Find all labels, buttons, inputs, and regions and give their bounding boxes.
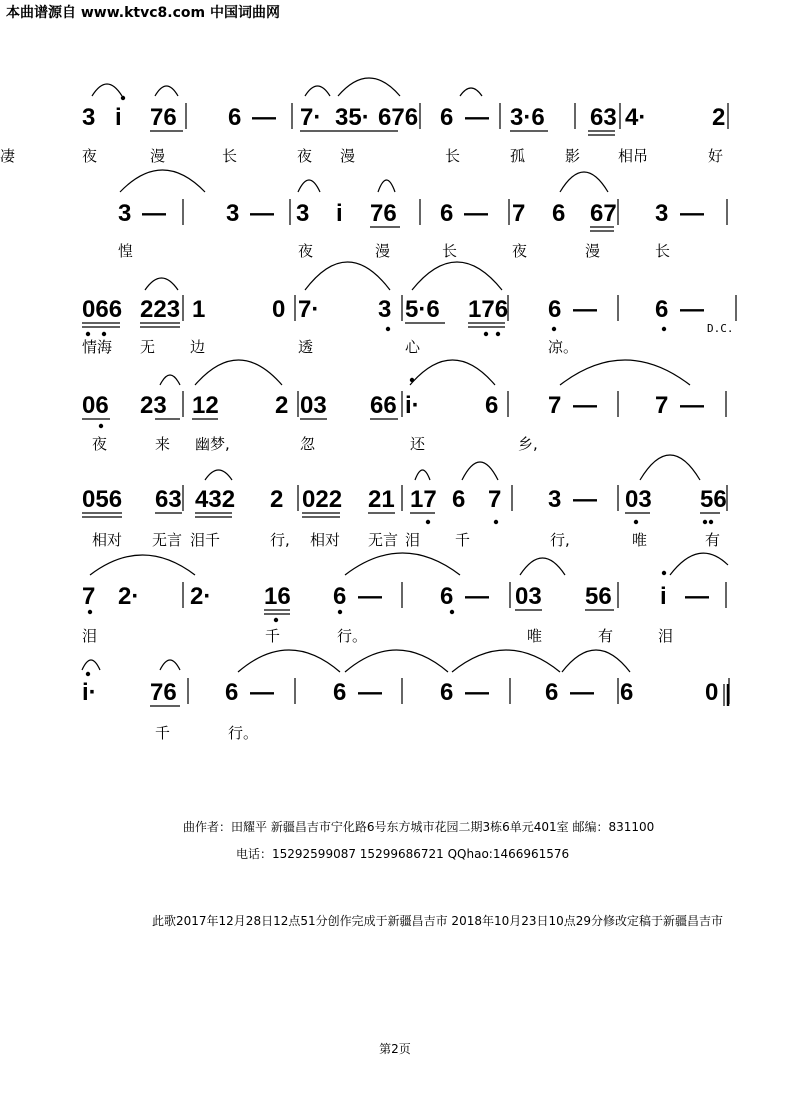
note-0-11: 63 xyxy=(590,104,617,131)
lyric-5-5: 泪 xyxy=(658,627,674,645)
octave-dot-17 xyxy=(338,610,342,614)
slur-7 xyxy=(378,180,395,192)
note-1-2: 3 xyxy=(226,200,240,227)
note-4-9: 3 xyxy=(548,486,562,513)
lyric-3-5: 乡, xyxy=(518,435,538,453)
slur-21 xyxy=(345,553,460,575)
slur-23 xyxy=(670,553,728,575)
note-3-9: — xyxy=(573,392,597,419)
note-3-11: — xyxy=(680,392,704,419)
lyric-4-0: 相对 xyxy=(92,531,123,549)
note-5-9: 56 xyxy=(585,583,612,610)
lyric-4-1: 无言 xyxy=(152,531,183,549)
note-5-10: i xyxy=(660,583,667,610)
note-2-5: 3 xyxy=(378,296,392,323)
slur-15 xyxy=(560,360,690,385)
slur-0 xyxy=(92,84,122,96)
slur-4 xyxy=(460,88,482,96)
note-1-10: 6 xyxy=(552,200,566,227)
lyric-0-9: 好 xyxy=(708,147,724,165)
slur-2 xyxy=(305,86,330,96)
octave-dot-8 xyxy=(99,424,103,428)
lyric-1-1: 夜 xyxy=(298,242,314,260)
note-3-3: 2 xyxy=(275,392,289,419)
note-1-5: i xyxy=(336,200,343,227)
note-1-6: 76 xyxy=(370,200,397,227)
note-4-11: 03 xyxy=(625,486,652,513)
lyric-4-3: 行, xyxy=(270,531,290,549)
note-5-1: 2· xyxy=(118,583,140,610)
lyric-3-0: 夜 xyxy=(92,435,108,453)
lyric-5-0: 泪 xyxy=(82,627,98,645)
note-1-3: — xyxy=(250,200,274,227)
slur-3 xyxy=(338,78,400,96)
note-3-4: 03 xyxy=(300,392,327,419)
slur-16 xyxy=(205,470,232,480)
lyrics-row-5 xyxy=(0,625,790,647)
octave-dot-11 xyxy=(494,520,498,524)
note-1-8: — xyxy=(464,200,488,227)
lyric-3-3: 忽 xyxy=(300,435,316,453)
slur-14 xyxy=(410,360,495,385)
note-6-7: — xyxy=(465,679,489,706)
note-6-4: 6 xyxy=(333,679,347,706)
lyric-1-0: 惶 xyxy=(118,242,134,260)
slur-12 xyxy=(160,375,180,385)
lyrics-row-1 xyxy=(0,240,790,262)
note-0-6: 35· xyxy=(335,104,370,131)
note-5-5: — xyxy=(358,583,382,610)
lyric-0-8: 相吊 xyxy=(618,147,649,165)
slur-1 xyxy=(155,86,178,96)
lyric-6-0: 千 xyxy=(155,724,171,742)
octave-dot-10 xyxy=(426,520,430,524)
note-6-11: 0 xyxy=(705,679,719,706)
octave-dot-12 xyxy=(634,520,638,524)
lyric-4-6: 泪 xyxy=(405,531,421,549)
lyric-4-2: 泪千 xyxy=(190,531,221,549)
note-6-5: — xyxy=(358,679,382,706)
lyric-1-6: 长 xyxy=(655,242,671,260)
slur-8 xyxy=(560,172,608,192)
slur-26 xyxy=(238,650,340,672)
note-1-13: — xyxy=(680,200,704,227)
note-0-12: 4· xyxy=(625,104,647,131)
lyric-0-6: 孤 xyxy=(510,147,526,165)
note-4-2: 432 xyxy=(195,486,236,513)
lyric-6-1: 行。 xyxy=(228,724,259,742)
note-0-1: i xyxy=(115,104,122,131)
lyric-2-2: 边 xyxy=(190,338,206,356)
note-6-0: i· xyxy=(82,679,97,706)
note-1-4: 3 xyxy=(296,200,310,227)
slur-18 xyxy=(462,462,498,480)
note-1-9: 7 xyxy=(512,200,526,227)
lyric-0-10: 凄 xyxy=(0,147,16,165)
note-1-0: 3 xyxy=(118,200,132,227)
note-2-11: — xyxy=(680,296,704,323)
note-5-7: — xyxy=(465,583,489,610)
lyric-3-1: 来 xyxy=(155,435,171,453)
lyric-1-5: 漫 xyxy=(585,242,601,260)
lyric-0-2: 长 xyxy=(222,147,238,165)
note-5-0: 7 xyxy=(82,583,96,610)
lyric-2-0: 情海 xyxy=(82,338,113,356)
lyrics-row-2 xyxy=(0,336,790,358)
note-2-10: 6 xyxy=(655,296,669,323)
octave-dot-7 xyxy=(662,327,666,331)
octave-dot-6 xyxy=(552,327,556,331)
note-4-1: 63 xyxy=(155,486,182,513)
octave-dot-14 xyxy=(709,520,713,524)
slur-11 xyxy=(412,262,502,290)
octave-dot-0 xyxy=(121,96,125,100)
slur-27 xyxy=(345,650,448,672)
note-0-10: 3·6 xyxy=(510,104,545,131)
lyric-4-7: 千 xyxy=(455,531,471,549)
note-2-0: 066 xyxy=(82,296,123,323)
lyric-5-2: 行。 xyxy=(337,627,368,645)
note-0-5: 7· xyxy=(300,104,322,131)
octave-dot-19 xyxy=(662,571,666,575)
slur-25 xyxy=(160,660,180,670)
footer-phone: 电话：15292599087 15299686721 QQhao:1466961576 xyxy=(236,847,570,861)
dc-mark: D.C. xyxy=(707,322,734,335)
octave-dot-13 xyxy=(703,520,707,524)
note-0-0: 3 xyxy=(82,104,96,131)
note-4-12: 56 xyxy=(700,486,727,513)
note-0-9: — xyxy=(465,104,489,131)
lyrics-row-3 xyxy=(0,433,790,455)
slur-10 xyxy=(305,262,390,290)
lyric-2-3: 透 xyxy=(298,338,314,356)
note-6-8: 6 xyxy=(545,679,559,706)
note-4-5: 21 xyxy=(368,486,395,513)
note-3-6: i· xyxy=(405,392,420,419)
slur-22 xyxy=(520,558,565,575)
note-0-13: 2 xyxy=(712,104,726,131)
lyric-4-8: 行, xyxy=(550,531,570,549)
note-1-1: — xyxy=(142,200,166,227)
slur-19 xyxy=(640,455,700,480)
note-2-9: — xyxy=(573,296,597,323)
note-3-7: 6 xyxy=(485,392,499,419)
note-4-8: 7 xyxy=(488,486,502,513)
lyric-0-3: 夜 xyxy=(297,147,313,165)
notes-layer xyxy=(82,104,727,706)
slur-29 xyxy=(562,650,630,672)
note-5-6: 6 xyxy=(440,583,454,610)
lyric-0-1: 漫 xyxy=(150,147,166,165)
slur-6 xyxy=(298,180,320,192)
slur-13 xyxy=(195,360,282,385)
slur-20 xyxy=(90,555,195,575)
lyric-3-2: 幽梦, xyxy=(195,435,230,453)
footer-composer: 曲作者：田耀平 新疆昌吉市宁化路6号东方城市花园二期3栋6单元401室 邮编：831100 xyxy=(183,820,655,834)
lyric-2-1: 无 xyxy=(140,338,156,356)
note-6-2: 6 xyxy=(225,679,239,706)
slur-28 xyxy=(452,650,560,672)
note-0-4: — xyxy=(252,104,276,131)
note-5-4: 6 xyxy=(333,583,347,610)
lyric-5-3: 唯 xyxy=(527,627,543,645)
lyrics-row-6 xyxy=(0,722,790,744)
lyrics-row-0 xyxy=(0,145,790,167)
note-4-0: 056 xyxy=(82,486,123,513)
note-3-0: 06 xyxy=(82,392,109,419)
lyric-2-5: 凉。 xyxy=(548,338,579,356)
note-5-2: 2· xyxy=(190,583,212,610)
note-6-10: 6 xyxy=(620,679,634,706)
octave-dot-16 xyxy=(274,618,278,622)
lyric-0-4: 漫 xyxy=(340,147,356,165)
note-2-8: 6 xyxy=(548,296,562,323)
note-6-1: 76 xyxy=(150,679,177,706)
note-1-7: 6 xyxy=(440,200,454,227)
lyric-5-1: 千 xyxy=(265,627,281,645)
lyric-4-10: 有 xyxy=(705,531,721,549)
note-2-3: 0 xyxy=(272,296,286,323)
octave-dot-20 xyxy=(86,672,90,676)
note-3-10: 7 xyxy=(655,392,669,419)
lyric-4-5: 无言 xyxy=(368,531,399,549)
note-3-2: 12 xyxy=(192,392,219,419)
slur-5 xyxy=(120,170,205,192)
note-4-7: 6 xyxy=(452,486,466,513)
octave-dot-18 xyxy=(450,610,454,614)
note-2-4: 7· xyxy=(298,296,320,323)
note-4-3: 2 xyxy=(270,486,284,513)
note-6-6: 6 xyxy=(440,679,454,706)
note-1-11: 67 xyxy=(590,200,617,227)
footer-note: 此歌2017年12月28日12点51分创作完成于新疆昌吉市 2018年10月23日10点29分修改定稿于新疆昌吉市 xyxy=(152,914,724,928)
slur-24 xyxy=(82,660,100,670)
lyric-2-4: 心 xyxy=(405,338,421,356)
note-5-11: — xyxy=(685,583,709,610)
octave-dot-3 xyxy=(386,327,390,331)
note-6-9: — xyxy=(570,679,594,706)
slur-17 xyxy=(415,470,430,480)
note-5-3: 16 xyxy=(264,583,291,610)
lyrics-row-4 xyxy=(0,529,790,551)
note-4-10: — xyxy=(573,486,597,513)
lyric-1-3: 长 xyxy=(442,242,458,260)
note-2-7: 176 xyxy=(468,296,509,323)
lyric-0-0: 夜 xyxy=(82,147,98,165)
octave-dot-9 xyxy=(410,378,414,382)
lyric-1-2: 漫 xyxy=(375,242,391,260)
lyric-4-9: 唯 xyxy=(632,531,648,549)
note-0-2: 76 xyxy=(150,104,177,131)
octave-dot-15 xyxy=(88,610,92,614)
note-5-8: 03 xyxy=(515,583,542,610)
lyric-1-4: 夜 xyxy=(512,242,528,260)
note-3-1: 23 xyxy=(140,392,167,419)
lyric-5-4: 有 xyxy=(598,627,614,645)
source-header: 本曲谱源自 www.ktvc8.com 中国词曲网 xyxy=(6,5,280,21)
note-2-6: 5·6 xyxy=(405,296,440,323)
note-0-3: 6 xyxy=(228,104,242,131)
note-4-6: 17 xyxy=(410,486,437,513)
lyric-4-4: 相对 xyxy=(310,531,341,549)
note-6-3: — xyxy=(250,679,274,706)
note-3-5: 66 xyxy=(370,392,397,419)
note-2-2: 1 xyxy=(192,296,206,323)
note-0-7: 676 xyxy=(378,104,419,131)
note-1-12: 3 xyxy=(655,200,669,227)
page-number: 第2页 xyxy=(379,1042,411,1056)
note-0-8: 6 xyxy=(440,104,454,131)
lyric-0-7: 影 xyxy=(565,147,581,165)
note-3-8: 7 xyxy=(548,392,562,419)
lyric-0-5: 长 xyxy=(445,147,461,165)
slur-9 xyxy=(145,278,178,290)
lyric-3-4: 还 xyxy=(410,435,426,453)
note-4-4: 022 xyxy=(302,486,343,513)
note-2-1: 223 xyxy=(140,296,181,323)
